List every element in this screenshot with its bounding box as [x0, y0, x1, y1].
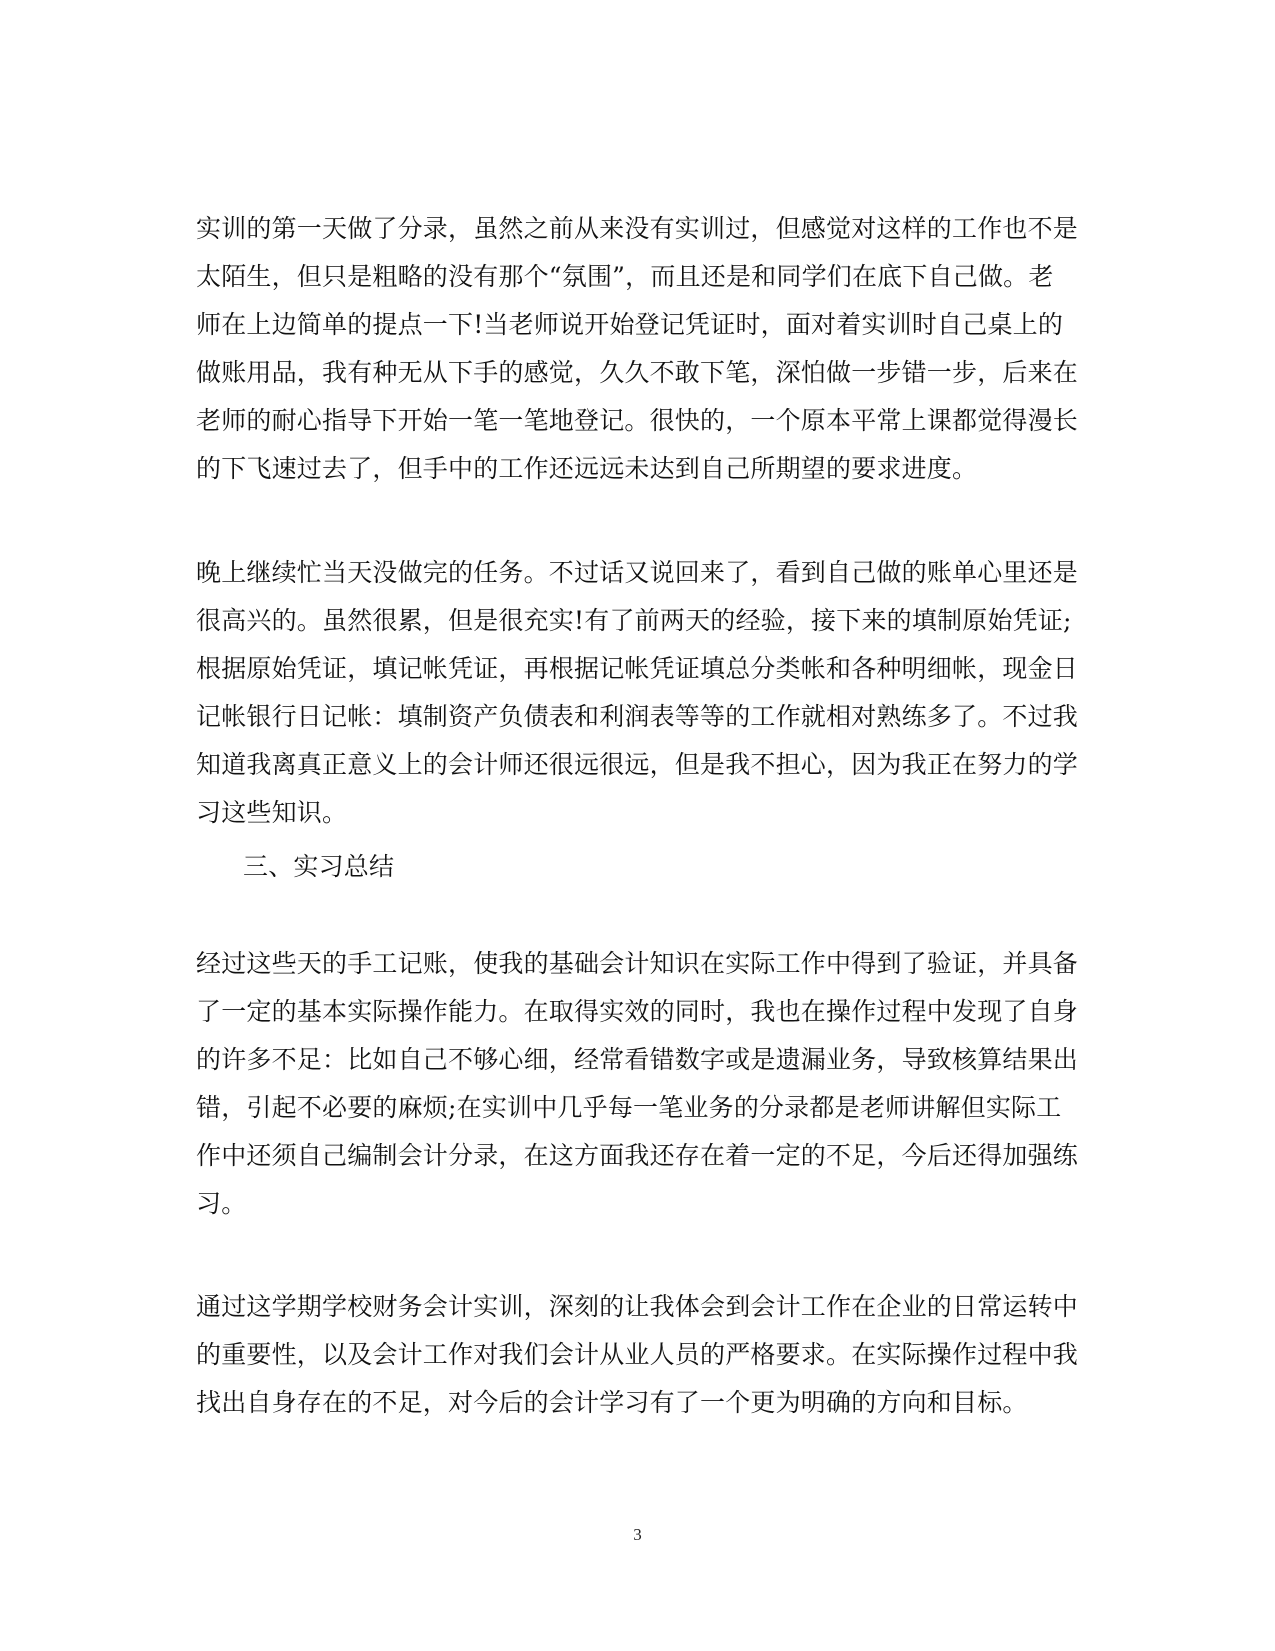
paragraph-summary-manual-bookkeeping [196, 940, 1079, 1228]
text-line: 通过这学期学校财务会计实训，深刻的让我体会到会计工作在企业的日常运转中 [196, 1292, 1079, 1321]
page-number: 3 [633, 1525, 642, 1544]
text-line: 做账用品，我有种无从下手的感觉，久久不敢下笔，深怕做一步错一步，后来在 [196, 358, 1079, 387]
text-line: 老师的耐心指导下开始一笔一笔地登记。很快的，一个原本平常上课都觉得漫长 [196, 406, 1079, 435]
paragraph-conclusion [196, 1283, 1079, 1427]
text-line: 习。 [196, 1189, 247, 1218]
text-line: 实训的第一天做了分录，虽然之前从来没有实训过，但感觉对这样的工作也不是 [196, 214, 1079, 243]
heading-text: 三、实习总结 [243, 852, 395, 881]
text-line: 习这些知识。 [196, 798, 348, 827]
paragraph-first-day-training [196, 205, 1079, 493]
text-line: 的重要性，以及会计工作对我们会计从业人员的严格要求。在实际操作过程中我 [196, 1340, 1079, 1369]
text-line: 经过这些天的手工记账，使我的基础会计知识在实际工作中得到了验证，并具备 [196, 949, 1079, 978]
text-line: 师在上边简单的提点一下!当老师说开始登记凭证时，面对着实训时自己桌上的 [196, 310, 1064, 339]
text-line: 很高兴的。虽然很累，但是很充实!有了前两天的经验，接下来的填制原始凭证; [196, 606, 1072, 635]
text-line: 错，引起不必要的麻烦;在实训中几乎每一笔业务的分录都是老师讲解但实际工 [196, 1093, 1062, 1122]
text-line: 了一定的基本实际操作能力。在取得实效的同时，我也在操作过程中发现了自身 [196, 997, 1079, 1026]
text-line: 找出自身存在的不足，对今后的会计学习有了一个更为明确的方向和目标。 [196, 1388, 1028, 1417]
text-line: 晚上继续忙当天没做完的任务。不过话又说回来了，看到自己做的账单心里还是 [196, 558, 1079, 587]
text-line: 太陌生，但只是粗略的没有那个“氛围”，而且还是和同学们在底下自己做。老 [196, 262, 1054, 291]
text-line: 根据原始凭证，填记帐凭证，再根据记帐凭证填总分类帐和各种明细帐，现金日 [196, 654, 1079, 683]
text-line: 的下飞速过去了，但手中的工作还远远未达到自己所期望的要求进度。 [196, 454, 978, 483]
paragraph-evening-work [196, 549, 1079, 837]
section-heading-internship-summary [243, 843, 1123, 891]
text-line: 记帐银行日记帐：填制资产负债表和利润表等等的工作就相对熟练多了。不过我 [196, 702, 1079, 731]
text-line: 知道我离真正意义上的会计师还很远很远，但是我不担心，因为我正在努力的学 [196, 750, 1079, 779]
text-line: 作中还须自己编制会计分录，在这方面我还存在着一定的不足，今后还得加强练 [196, 1141, 1079, 1170]
text-line: 的许多不足：比如自己不够心细，经常看错数字或是遗漏业务，导致核算结果出 [196, 1045, 1079, 1074]
